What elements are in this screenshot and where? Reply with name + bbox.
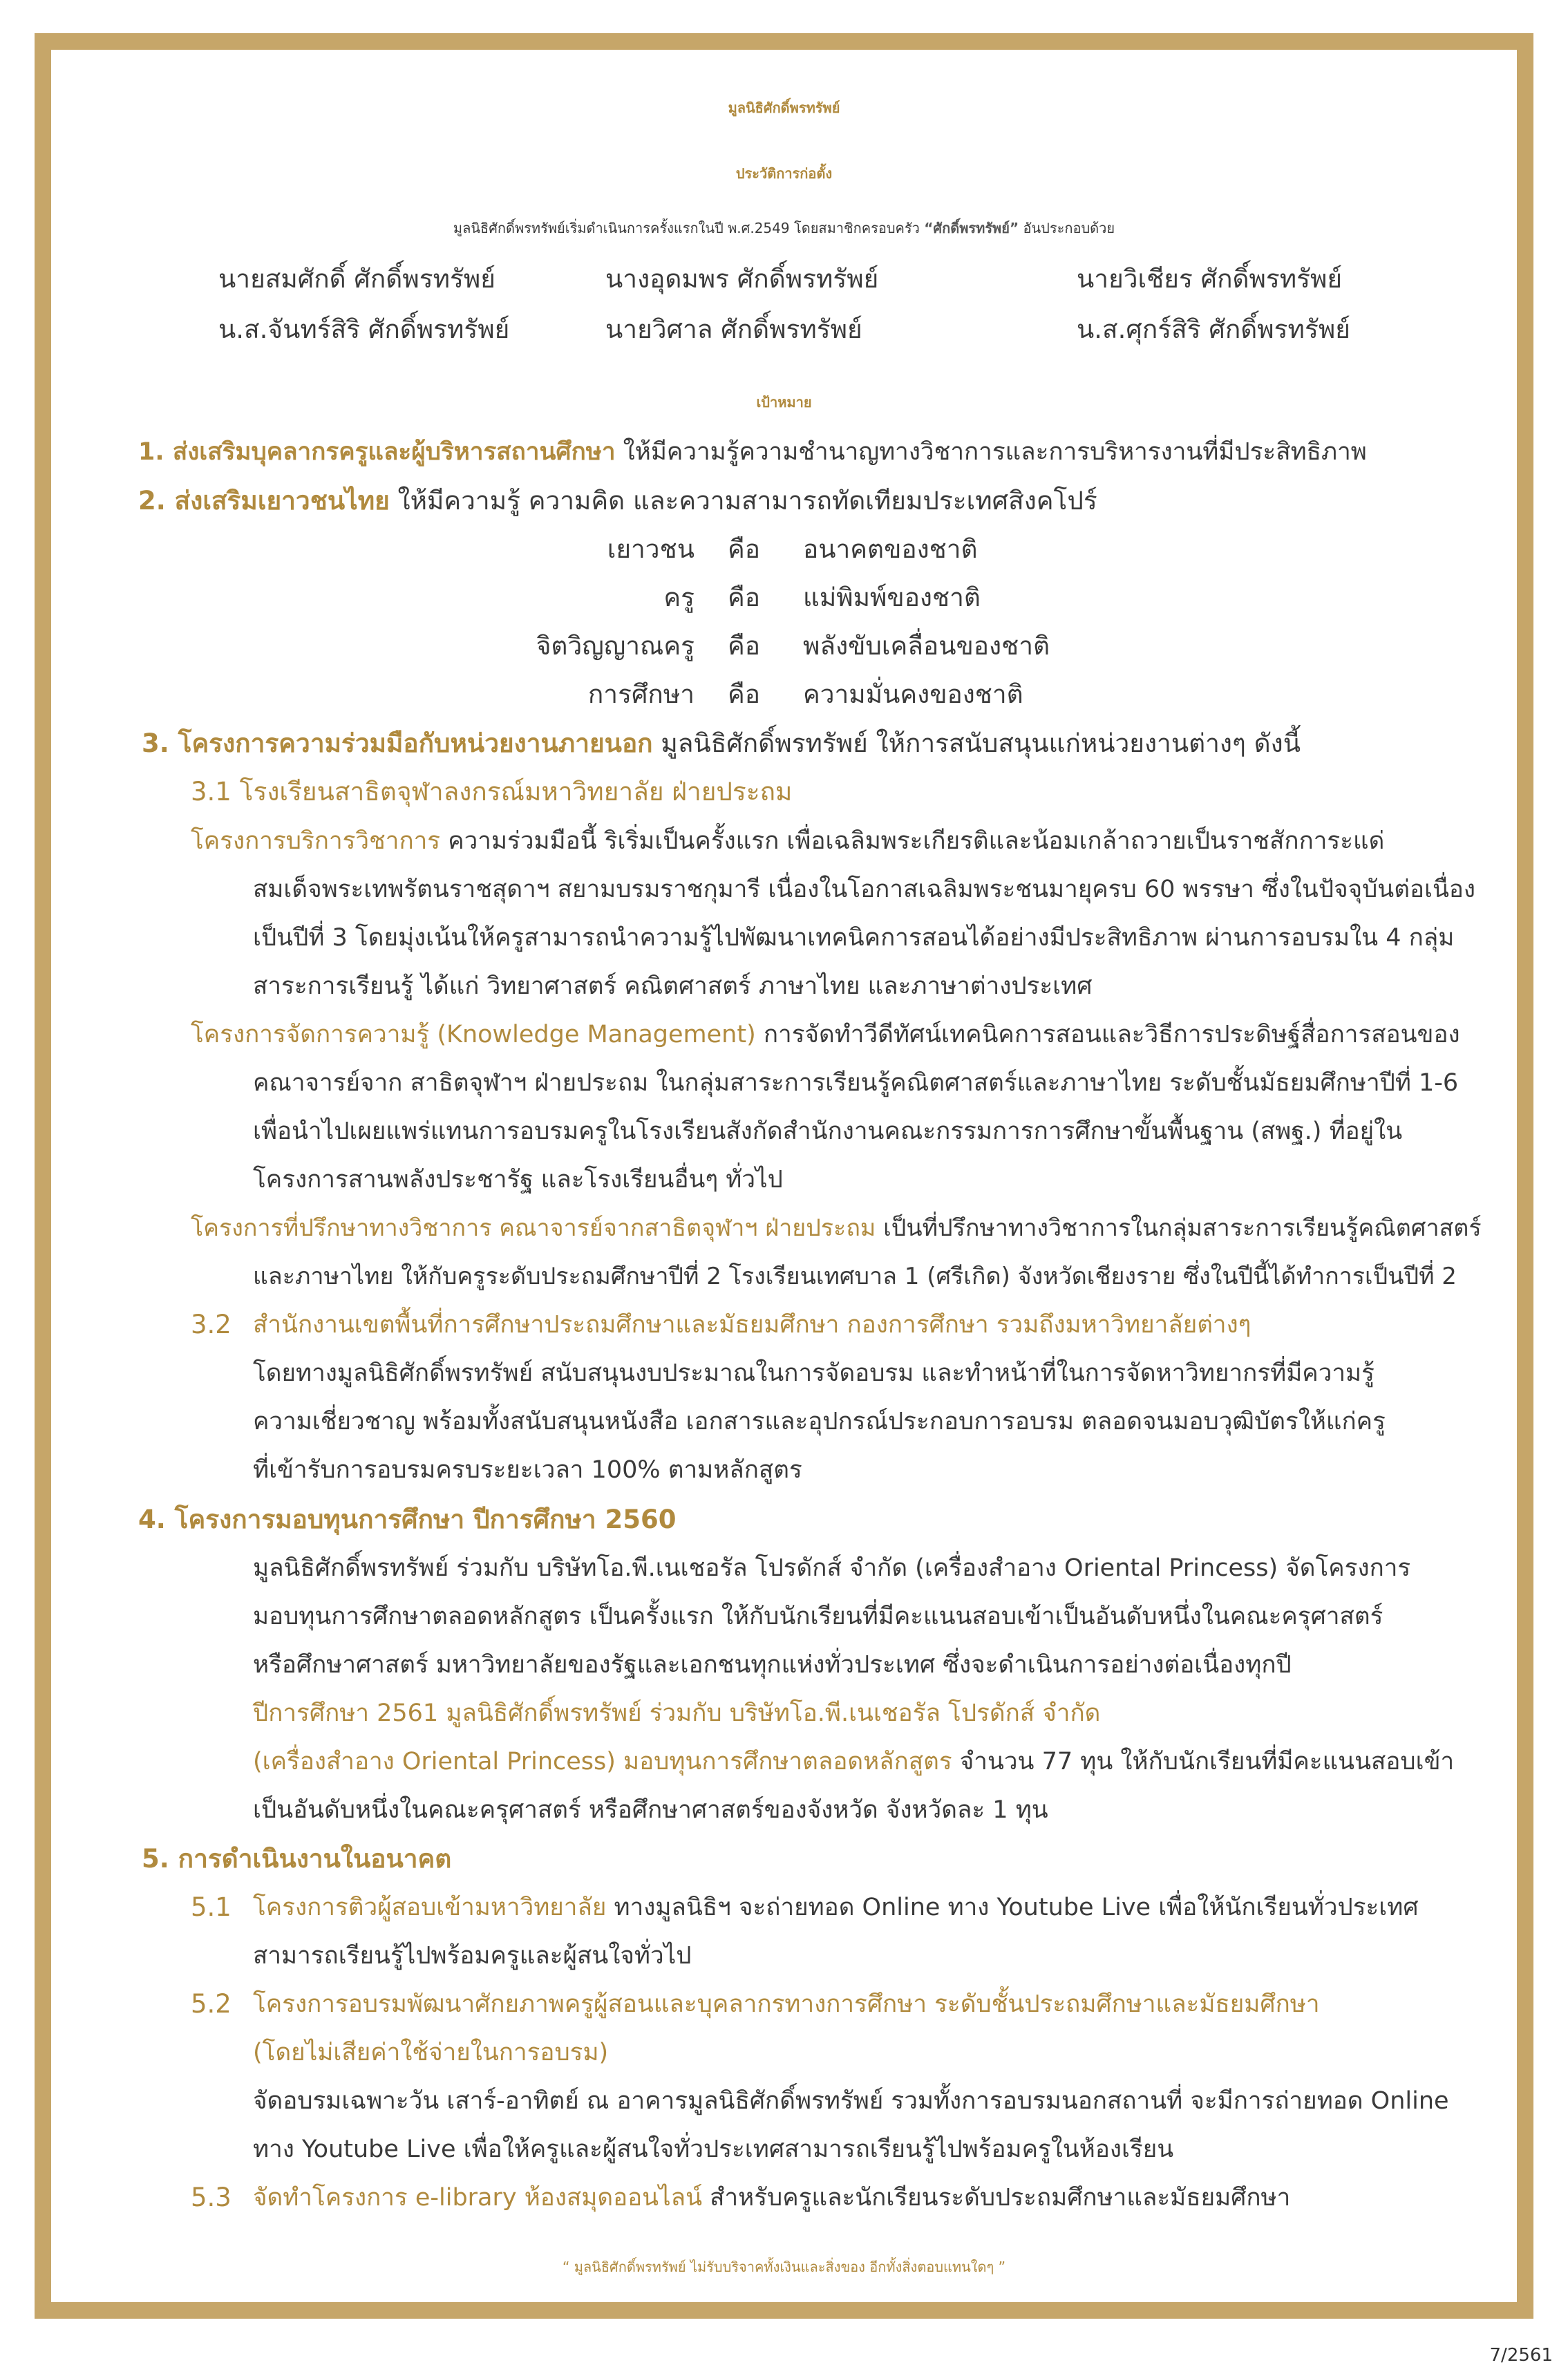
- project-3-title: โครงการที่ปรึกษาทางวิชาการ คณาจารย์จากสาธิตจุฬาฯ ฝ่ายประถม: [191, 1214, 876, 1242]
- scholarship-2561-line-2: [253, 1745, 1454, 1778]
- section-5-3-number: 5.3: [191, 2183, 232, 2212]
- scholarship-2561-text: จำนวน 77 ทุน ให้กับนักเรียนที่มีคะแนนสอบเข้า: [952, 1748, 1455, 1775]
- section-5-2-subtitle: (โดยไม่เสียค่าใช้จ่ายในการอบรม): [253, 2039, 609, 2066]
- paragraph-line: มูลนิธิศักดิ์พรทรัพย์ ร่วมกับ บริษัทโอ.พี.เนเชอรัล โปรดักส์ จำกัด (เครื่องสำอาง Oriental Princess) จัดโครงการ: [253, 1554, 1411, 1582]
- goal-1-text: ให้มีความรู้ความชำนาญทางวิชาการและการบริหารงานที่มีประสิทธิภาพ: [615, 438, 1367, 466]
- founder-3: นายวิเชียร ศักดิ์พรทรัพย์: [1077, 264, 1343, 294]
- motto-object: แม่พิมพ์ของชาติ: [803, 583, 981, 612]
- paragraph-line: คณาจารย์จาก สาธิตจุฬาฯ ฝ่ายประถม ในกลุ่มสาระการเรียนรู้คณิตศาสตร์และภาษาไทย ระดับชั้นมัธยมศึกษาปีที่ 1-6: [253, 1069, 1459, 1097]
- section-5-3-line: [253, 2181, 1290, 2214]
- paragraph-line: สมเด็จพระเทพรัตนราชสุดาฯ สยามบรมราชกุมารี เนื่องในโอกาสเฉลิมพระชนมายุครบ 60 พรรษา ซึ่งในปัจจุบันต่อเนื่อง: [253, 876, 1475, 903]
- founder-4: น.ส.จันทร์สิริ ศักดิ์พรทรัพย์: [218, 314, 510, 344]
- paragraph-line: ความเชี่ยวชาญ พร้อมทั้งสนับสนุนหนังสือ เอกสารและอุปกรณ์ประกอบการอบรม ตลอดจนมอบวุฒิบัตรให้แก่ครู: [253, 1408, 1386, 1435]
- history-intro: [0, 211, 1568, 245]
- history-intro-text: มูลนิธิศักดิ์พรทรัพย์เริ่มดำเนินการครั้งแรกในปี พ.ศ.2549 โดยสมาชิกครอบครัว: [453, 220, 925, 236]
- project-2-line-1: [191, 1018, 1460, 1051]
- page-title: มูลนิธิศักดิ์พรทรัพย์: [728, 100, 840, 116]
- motto-subject: จิตวิญญาณครู: [536, 631, 695, 661]
- goal-3: [142, 727, 1301, 760]
- motto-is: คือ: [728, 631, 760, 661]
- paragraph-line: เป็นอันดับหนึ่งในคณะครุศาสตร์ หรือศึกษาศาสตร์ของจังหวัด จังหวัดละ 1 ทุน: [253, 1796, 1048, 1824]
- project-1-line-1: [191, 825, 1384, 858]
- goal-1: [138, 435, 1367, 469]
- paragraph-line: และภาษาไทย ให้กับครูระดับประถมศึกษาปีที่ 2 โรงเรียนเทศบาล 1 (ศรีเกิด) จังหวัดเชียงราย ซึ่งในปีนี้ได้ทำการเป็นปีที่ 2: [253, 1263, 1457, 1290]
- goal-1-title: 1. ส่งเสริมบุคลากรครูและผู้บริหารสถานศึกษา: [138, 438, 616, 466]
- paragraph-line: ทาง Youtube Live เพื่อให้ครูและผู้สนใจทั่วประเทศสามารถเรียนรู้ไปพร้อมครูในห้องเรียน: [253, 2136, 1174, 2163]
- history-intro-end: อันประกอบด้วย: [1019, 220, 1115, 236]
- paragraph-line: หรือศึกษาศาสตร์ มหาวิทยาลัยของรัฐและเอกชนทุกแห่งทั่วประเทศ ซึ่งจะดำเนินการอย่างต่อเนื่องทุกปี: [253, 1651, 1292, 1679]
- goal-5-title: 5. การดำเนินงานในอนาคต: [142, 1844, 452, 1874]
- goals-heading: เป้าหมาย: [756, 394, 812, 411]
- motto-is: คือ: [728, 679, 760, 709]
- project-3-text: เป็นที่ปรึกษาทางวิชาการในกลุ่มสาระการเรียนรู้คณิตศาสตร์: [876, 1214, 1482, 1242]
- motto-object: อนาคตของชาติ: [803, 534, 978, 564]
- section-5-1-title: โครงการติวผู้สอบเข้ามหาวิทยาลัย: [253, 1894, 607, 1921]
- founder-1: นายสมศักดิ์ ศักดิ์พรทรัพย์: [218, 264, 495, 294]
- section-5-2-number: 5.2: [191, 1989, 232, 2019]
- section-5-1-text: ทางมูลนิธิฯ จะถ่ายทอด Online ทาง Youtube Live เพื่อให้นักเรียนทั่วประเทศ: [606, 1894, 1419, 1921]
- motto-subject: ครู: [663, 583, 695, 612]
- motto-subject: การศึกษา: [587, 679, 695, 709]
- founder-2: นางอุดมพร ศักดิ์พรทรัพย์: [605, 264, 879, 294]
- motto-subject: เยาวชน: [607, 534, 695, 564]
- motto-is: คือ: [728, 534, 760, 564]
- section-3-2-number: 3.2: [191, 1310, 232, 1339]
- paragraph-line: สามารถเรียนรู้ไปพร้อมครูและผู้สนใจทั่วไป: [253, 1942, 692, 1970]
- scholarship-2561-line-1: ปีการศึกษา 2561 มูลนิธิศักดิ์พรทรัพย์ ร่วมกับ บริษัทโอ.พี.เนเชอรัล โปรดักส์ จำกัด: [253, 1699, 1101, 1727]
- paragraph-line: เป็นปีที่ 3 โดยมุ่งเน้นให้ครูสามารถนำความรู้ไปพัฒนาเทคนิคการสอนได้อย่างมีประสิทธิภาพ ผ่านการอบรมใน 4 กลุ่ม: [253, 924, 1455, 952]
- paragraph-line: ที่เข้ารับการอบรมครบระยะเวลา 100% ตามหลักสูตร: [253, 1456, 802, 1484]
- motto-object: พลังขับเคลื่อนของชาติ: [803, 631, 1050, 661]
- founder-5: นายวิศาล ศักดิ์พรทรัพย์: [605, 314, 862, 344]
- page-code: 7/2561: [1489, 2345, 1553, 2366]
- project-1-text: ความร่วมมือนี้ ริเริ่มเป็นครั้งแรก เพื่อเฉลิมพระเกียรติและน้อมเกล้าถวายเป็นราชสักการะแด่: [440, 827, 1385, 855]
- goal-4-title: 4. โครงการมอบทุนการศึกษา ปีการศึกษา 2560: [138, 1505, 677, 1534]
- project-2-text: การจัดทำวีดีทัศน์เทคนิคการสอนและวิธีการประดิษฐ์สื่อการสอนของ: [755, 1021, 1460, 1048]
- paragraph-line: โดยทางมูลนิธิศักดิ์พรทรัพย์ สนับสนุนงบประมาณในการจัดอบรม และทำหน้าที่ในการจัดหาวิทยากรที่มีความรู้: [253, 1359, 1375, 1387]
- project-1-title: โครงการบริการวิชาการ: [191, 827, 441, 855]
- motto-object: ความมั่นคงของชาติ: [803, 679, 1023, 709]
- section-3-1: 3.1 โรงเรียนสาธิตจุฬาลงกรณ์มหาวิทยาลัย ฝ่ายประถม: [191, 777, 793, 807]
- founder-6: น.ส.ศุกร์สิริ ศักดิ์พรทรัพย์: [1077, 314, 1350, 344]
- history-heading: ประวัติการก่อตั้ง: [735, 165, 833, 182]
- project-2-title: โครงการจัดการความรู้ (Knowledge Management): [191, 1021, 756, 1048]
- motto-is: คือ: [728, 583, 760, 612]
- paragraph-line: เพื่อนำไปเผยแพร่แทนการอบรมครูในโรงเรียนสังกัดสำนักงานคณะกรรมการการศึกษาขั้นพื้นฐาน (สพฐ.) ที่อยู่ใน: [253, 1118, 1403, 1145]
- section-5-1-number: 5.1: [191, 1892, 232, 1922]
- goal-3-text: มูลนิธิศักดิ์พรทรัพย์ ให้การสนับสนุนแก่หน่วยงานต่างๆ ดังนี้: [652, 728, 1301, 758]
- paragraph-line: มอบทุนการศึกษาตลอดหลักสูตร เป็นครั้งแรก ให้กับนักเรียนที่มีคะแนนสอบเข้าเป็นอันดับหนึ่งในคณะครุศาสตร์: [253, 1603, 1383, 1630]
- paragraph-line: สาระการเรียนรู้ ได้แก่ วิทยาศาสตร์ คณิตศาสตร์ ภาษาไทย และภาษาต่างประเทศ: [253, 972, 1093, 1000]
- paragraph-line: จัดอบรมเฉพาะวัน เสาร์-อาทิตย์ ณ อาคารมูลนิธิศักดิ์พรทรัพย์ รวมทั้งการอบรมนอกสถานที่ จะมีการถ่ายทอด Online: [253, 2087, 1449, 2115]
- foundation-motto-quote: “ มูลนิธิศักดิ์พรทรัพย์ ไม่รับบริจาคทั้งเงินและสิ่งของ อีกทั้งสิ่งตอบแทนใดๆ ”: [563, 2259, 1005, 2275]
- project-3-line-1: [191, 1212, 1482, 1245]
- goal-2-text: ให้มีความรู้ ความคิด และความสามารถทัดเทียมประเทศสิงคโปร์: [389, 486, 1097, 516]
- section-5-3-text: สำหรับครูและนักเรียนระดับประถมศึกษาและมัธยมศึกษา: [702, 2184, 1291, 2212]
- section-5-1-line-1: [253, 1891, 1419, 1924]
- goal-3-title: 3. โครงการความร่วมมือกับหน่วยงานภายนอก: [142, 728, 653, 758]
- section-5-3-title: จัดทำโครงการ e-library ห้องสมุดออนไลน์: [253, 2184, 703, 2212]
- family-name-highlight: “ศักดิ์พรทรัพย์”: [924, 220, 1019, 236]
- goal-2: [138, 484, 1097, 518]
- paragraph-line: โครงการสานพลังประชารัฐ และโรงเรียนอื่นๆ ทั่วไป: [253, 1166, 783, 1194]
- scholarship-2561-highlight: (เครื่องสำอาง Oriental Princess) มอบทุนการศึกษาตลอดหลักสูตร: [253, 1748, 952, 1775]
- section-5-2-title: โครงการอบรมพัฒนาศักยภาพครูผู้สอนและบุคลากรทางการศึกษา ระดับชั้นประถมศึกษาและมัธยมศึกษา: [253, 1990, 1320, 2018]
- section-3-2-title: สำนักงานเขตพื้นที่การศึกษาประถมศึกษาและมัธยมศึกษา กองการศึกษา รวมถึงมหาวิทยาลัยต่างๆ: [253, 1311, 1251, 1339]
- goal-2-title: 2. ส่งเสริมเยาวชนไทย: [138, 486, 390, 516]
